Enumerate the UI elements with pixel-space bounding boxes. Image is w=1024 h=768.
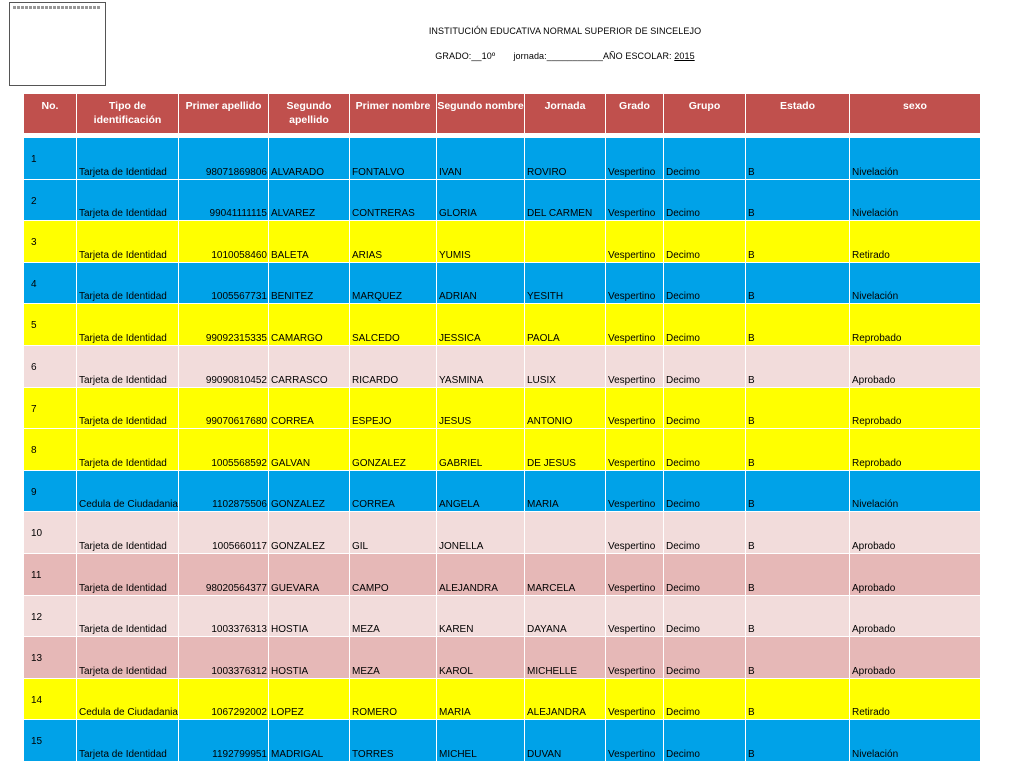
no-cell: 6 (24, 345, 77, 387)
grado-cell: Decimo (664, 387, 746, 429)
tipo-cell: Tarjeta de Identidad (77, 138, 179, 180)
segundo-apellido-cell: CORREA (350, 470, 437, 512)
estado-cell: Aprobado (850, 637, 981, 679)
grado-cell: Decimo (664, 138, 746, 180)
grupo-cell: B (746, 678, 850, 720)
segundo-apellido-cell: GONZALEZ (350, 429, 437, 471)
primer-apellido-cell: CORREA (269, 387, 350, 429)
anio-label: AÑO ESCOLAR: (602, 51, 672, 61)
table-row (24, 429, 981, 471)
no-cell: 4 (24, 262, 77, 304)
segundo-apellido-cell: SALCEDO (350, 304, 437, 346)
grado-cell: Decimo (664, 512, 746, 554)
table-row (24, 304, 981, 346)
segundo-apellido-cell: MEZA (350, 595, 437, 637)
segundo-nombre-cell: MICHELLE (525, 637, 606, 679)
grado-cell: Decimo (664, 429, 746, 471)
tipo-cell: Tarjeta de Identidad (77, 637, 179, 679)
col-jornada-header: Jornada (525, 94, 606, 134)
col-segundo-nombre-header: Segundo nombre (437, 94, 525, 134)
tipo-cell: Cedula de Ciudadania (77, 470, 179, 512)
jornada-cell: Vespertino (606, 387, 664, 429)
primer-nombre-cell: KAREN (437, 595, 525, 637)
documento-cell: 99070617680 (179, 387, 269, 429)
documento-cell: 1003376312 (179, 637, 269, 679)
col-primer-apellido-header: Primer apellido (179, 94, 269, 134)
col-no-header: No. (24, 94, 77, 134)
primer-nombre-cell: KAROL (437, 637, 525, 679)
documento-cell: 1067292002 (179, 678, 269, 720)
jornada-cell: Vespertino (606, 179, 664, 221)
primer-nombre-cell: GLORIA (437, 179, 525, 221)
col-sexo-header: sexo (850, 94, 981, 134)
table-row (24, 553, 981, 595)
segundo-apellido-cell: ESPEJO (350, 387, 437, 429)
grado-cell: Decimo (664, 553, 746, 595)
table-row (24, 345, 981, 387)
jornada-cell: Vespertino (606, 637, 664, 679)
no-cell: 14 (24, 678, 77, 720)
no-cell: 12 (24, 595, 77, 637)
primer-nombre-cell: JONELLA (437, 512, 525, 554)
segundo-apellido-cell: TORRES (350, 720, 437, 762)
primer-nombre-cell: YASMINA (437, 345, 525, 387)
jornada-cell: Vespertino (606, 429, 664, 471)
grado-cell: Decimo (664, 720, 746, 762)
grupo-cell: B (746, 720, 850, 762)
grado-cell: Decimo (664, 595, 746, 637)
tipo-cell: Tarjeta de Identidad (77, 595, 179, 637)
tipo-cell: Tarjeta de Identidad (77, 553, 179, 595)
no-cell: 11 (24, 553, 77, 595)
logo-caption-mark (13, 6, 101, 9)
primer-apellido-cell: HOSTIA (269, 637, 350, 679)
primer-apellido-cell: GUEVARA (269, 553, 350, 595)
primer-nombre-cell: ALEJANDRA (437, 553, 525, 595)
primer-nombre-cell: YUMIS (437, 221, 525, 263)
no-cell: 2 (24, 179, 77, 221)
estado-cell: Nivelación (850, 720, 981, 762)
student-roster-table (23, 93, 981, 762)
no-cell: 5 (24, 304, 77, 346)
grado-cell: Decimo (664, 637, 746, 679)
no-cell: 1 (24, 138, 77, 180)
grado-value: __10º (471, 51, 496, 61)
estado-cell: Nivelación (850, 179, 981, 221)
documento-cell: 1005660117 (179, 512, 269, 554)
jornada-cell: Vespertino (606, 304, 664, 346)
no-cell: 7 (24, 387, 77, 429)
grado-cell: Decimo (664, 262, 746, 304)
primer-nombre-cell: MARIA (437, 678, 525, 720)
segundo-nombre-cell (525, 512, 606, 554)
grupo-cell: B (746, 304, 850, 346)
grupo-cell: B (746, 138, 850, 180)
logo-placeholder (9, 2, 106, 86)
roster-body (24, 134, 981, 762)
grupo-cell: B (746, 387, 850, 429)
jornada-cell: Vespertino (606, 678, 664, 720)
table-row (24, 262, 981, 304)
col-tipo-header: Tipo de identificación (77, 94, 179, 134)
primer-nombre-cell: MICHEL (437, 720, 525, 762)
primer-apellido-cell: BALETA (269, 221, 350, 263)
primer-apellido-cell: MADRIGAL (269, 720, 350, 762)
segundo-nombre-cell: YESITH (525, 262, 606, 304)
primer-apellido-cell: GONZALEZ (269, 470, 350, 512)
table-row (24, 138, 981, 180)
primer-apellido-cell: HOSTIA (269, 595, 350, 637)
grupo-cell: B (746, 637, 850, 679)
documento-cell: 1005567731 (179, 262, 269, 304)
estado-cell: Aprobado (850, 595, 981, 637)
segundo-apellido-cell: CONTRERAS (350, 179, 437, 221)
table-row (24, 512, 981, 554)
jornada-cell: Vespertino (606, 221, 664, 263)
segundo-nombre-cell: ROVIRO (525, 138, 606, 180)
grupo-cell: B (746, 429, 850, 471)
jornada-cell: Vespertino (606, 512, 664, 554)
grado-cell: Decimo (664, 179, 746, 221)
table-row (24, 470, 981, 512)
grade-line (330, 51, 800, 61)
tipo-cell: Tarjeta de Identidad (77, 512, 179, 554)
table-row (24, 637, 981, 679)
institution-title: INSTITUCIÓN EDUCATIVA NORMAL SUPERIOR DE SINCELEJO (428, 26, 702, 36)
segundo-nombre-cell (525, 221, 606, 263)
table-row (24, 678, 981, 720)
primer-apellido-cell: BENITEZ (269, 262, 350, 304)
segundo-apellido-cell: MARQUEZ (350, 262, 437, 304)
grupo-cell: B (746, 221, 850, 263)
primer-apellido-cell: ALVAREZ (269, 179, 350, 221)
grado-cell: Decimo (664, 304, 746, 346)
col-estado-header: Estado (746, 94, 850, 134)
segundo-nombre-cell: PAOLA (525, 304, 606, 346)
grupo-cell: B (746, 345, 850, 387)
documento-cell: 1003376313 (179, 595, 269, 637)
anio-value: 2015 (674, 51, 695, 61)
documento-cell: 1005568592 (179, 429, 269, 471)
segundo-nombre-cell: ANTONIO (525, 387, 606, 429)
grupo-cell: B (746, 470, 850, 512)
segundo-nombre-cell: DEL CARMEN (525, 179, 606, 221)
jornada-cell: Vespertino (606, 345, 664, 387)
primer-apellido-cell: LOPEZ (269, 678, 350, 720)
grupo-cell: B (746, 179, 850, 221)
header-row (24, 94, 981, 134)
tipo-cell: Tarjeta de Identidad (77, 720, 179, 762)
segundo-nombre-cell: DE JESUS (525, 429, 606, 471)
segundo-nombre-cell: MARIA (525, 470, 606, 512)
estado-cell: Reprobado (850, 429, 981, 471)
jornada-cell: Vespertino (606, 470, 664, 512)
no-cell: 3 (24, 221, 77, 263)
segundo-apellido-cell: FONTALVO (350, 138, 437, 180)
documento-cell: 99092315335 (179, 304, 269, 346)
no-cell: 15 (24, 720, 77, 762)
col-grado-header: Grado (606, 94, 664, 134)
primer-nombre-cell: ADRIAN (437, 262, 525, 304)
estado-cell: Aprobado (850, 345, 981, 387)
jornada-cell: Vespertino (606, 138, 664, 180)
estado-cell: Reprobado (850, 387, 981, 429)
documento-cell: 1102875506 (179, 470, 269, 512)
table-row (24, 221, 981, 263)
primer-apellido-cell: GALVAN (269, 429, 350, 471)
table-row (24, 595, 981, 637)
documento-cell: 99090810452 (179, 345, 269, 387)
estado-cell: Retirado (850, 221, 981, 263)
grupo-cell: B (746, 553, 850, 595)
estado-cell: Aprobado (850, 553, 981, 595)
estado-cell: Retirado (850, 678, 981, 720)
documento-cell: 99041111115 (179, 179, 269, 221)
grupo-cell: B (746, 512, 850, 554)
jornada-cell: Vespertino (606, 595, 664, 637)
primer-apellido-cell: CARRASCO (269, 345, 350, 387)
segundo-apellido-cell: CAMPO (350, 553, 437, 595)
col-segundo-apellido-header: Segundo apellido (269, 94, 350, 134)
primer-apellido-cell: GONZALEZ (269, 512, 350, 554)
tipo-cell: Tarjeta de Identidad (77, 304, 179, 346)
no-cell: 9 (24, 470, 77, 512)
table-row (24, 179, 981, 221)
segundo-apellido-cell: ARIAS (350, 221, 437, 263)
tipo-cell: Tarjeta de Identidad (77, 387, 179, 429)
primer-nombre-cell: IVAN (437, 138, 525, 180)
tipo-cell: Tarjeta de Identidad (77, 179, 179, 221)
primer-nombre-cell: JESUS (437, 387, 525, 429)
segundo-nombre-cell: LUSIX (525, 345, 606, 387)
grado-cell: Decimo (664, 678, 746, 720)
tipo-cell: Tarjeta de Identidad (77, 221, 179, 263)
grado-cell: Decimo (664, 221, 746, 263)
segundo-nombre-cell: DAYANA (525, 595, 606, 637)
segundo-apellido-cell: ROMERO (350, 678, 437, 720)
grado-label: GRADO: (435, 51, 472, 61)
no-cell: 8 (24, 429, 77, 471)
no-cell: 10 (24, 512, 77, 554)
tipo-cell: Tarjeta de Identidad (77, 429, 179, 471)
table-row (24, 387, 981, 429)
no-cell: 13 (24, 637, 77, 679)
documento-cell: 1192799951 (179, 720, 269, 762)
segundo-nombre-cell: MARCELA (525, 553, 606, 595)
grado-cell: Decimo (664, 345, 746, 387)
segundo-nombre-cell: ALEJANDRA (525, 678, 606, 720)
jornada-cell: Vespertino (606, 720, 664, 762)
tipo-cell: Cedula de Ciudadania (77, 678, 179, 720)
jornada-label: jornada: (513, 51, 547, 61)
tipo-cell: Tarjeta de Identidad (77, 262, 179, 304)
estado-cell: Nivelación (850, 138, 981, 180)
col-grupo-header: Grupo (664, 94, 746, 134)
grupo-cell: B (746, 262, 850, 304)
primer-nombre-cell: GABRIEL (437, 429, 525, 471)
table-row (24, 720, 981, 762)
documento-cell: 98071869806 (179, 138, 269, 180)
grado-cell: Decimo (664, 470, 746, 512)
documento-cell: 98020564377 (179, 553, 269, 595)
segundo-apellido-cell: MEZA (350, 637, 437, 679)
jornada-cell: Vespertino (606, 262, 664, 304)
estado-cell: Nivelación (850, 470, 981, 512)
primer-apellido-cell: CAMARGO (269, 304, 350, 346)
primer-apellido-cell: ALVARADO (269, 138, 350, 180)
documento-cell: 1010058460 (179, 221, 269, 263)
segundo-apellido-cell: GIL (350, 512, 437, 554)
segundo-apellido-cell: RICARDO (350, 345, 437, 387)
estado-cell: Aprobado (850, 512, 981, 554)
primer-nombre-cell: ANGELA (437, 470, 525, 512)
segundo-nombre-cell: DUVAN (525, 720, 606, 762)
grupo-cell: B (746, 595, 850, 637)
estado-cell: Nivelación (850, 262, 981, 304)
col-primer-nombre-header: Primer nombre (350, 94, 437, 134)
primer-nombre-cell: JESSICA (437, 304, 525, 346)
estado-cell: Reprobado (850, 304, 981, 346)
tipo-cell: Tarjeta de Identidad (77, 345, 179, 387)
jornada-value: ___________ (546, 51, 603, 61)
jornada-cell: Vespertino (606, 553, 664, 595)
